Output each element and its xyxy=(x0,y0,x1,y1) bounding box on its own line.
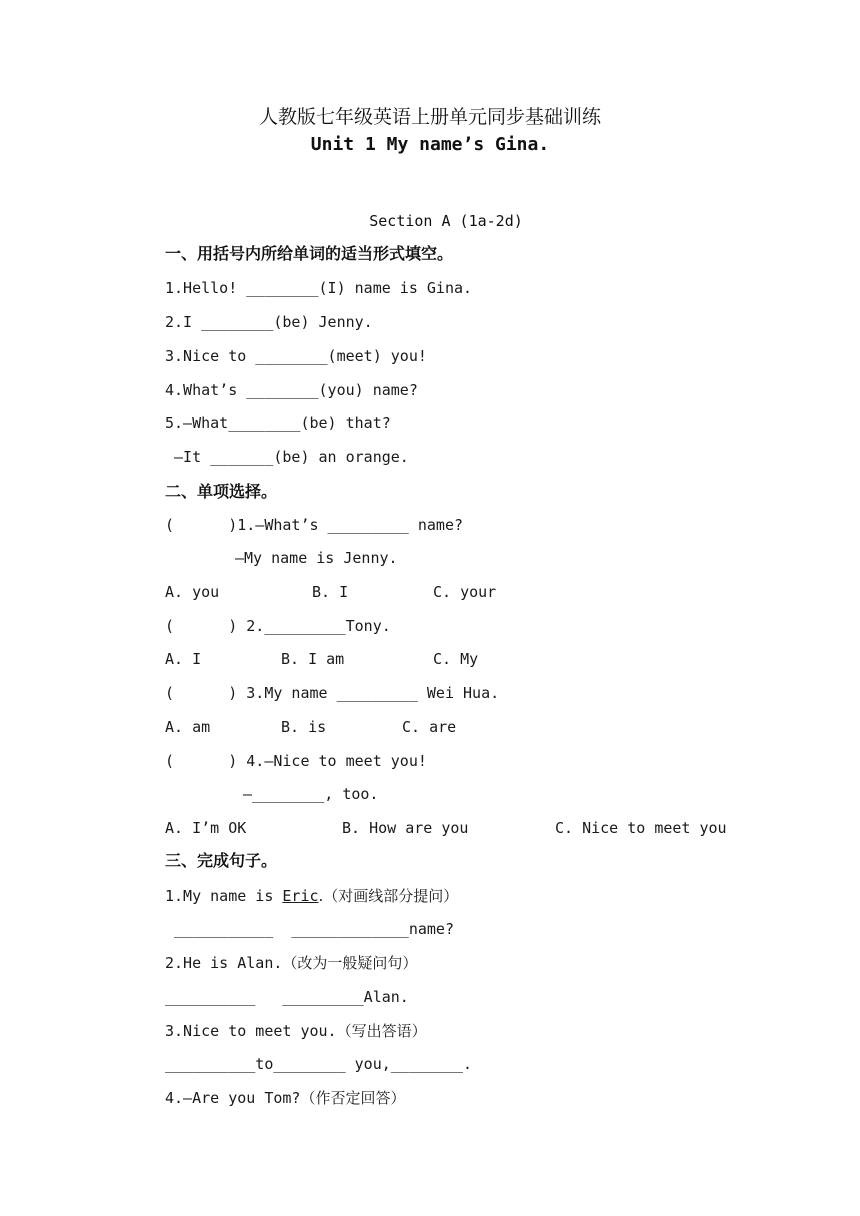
s1-answer: ___________ _____________name? xyxy=(165,920,454,938)
s1-prefix: 1.My name is xyxy=(165,887,283,905)
q4-option-b: B. How are you xyxy=(342,819,469,837)
part2-heading: 二、单项选择。 xyxy=(165,482,278,501)
q3-option-c: C. are xyxy=(402,718,457,736)
section-label: Section A (1a-2d) xyxy=(369,212,523,230)
s1-underlined-word: Eric xyxy=(282,887,319,905)
title-en: Unit 1 My name’s Gina. xyxy=(310,134,550,155)
part1-item-3: 3.Nice to ________(meet) you! xyxy=(165,347,427,365)
s2-stem: 2.He is Alan.（改为一般疑问句） xyxy=(165,954,418,972)
part1-item-5: 5.—What________(be) that? xyxy=(165,414,391,432)
part1-item-1: 1.Hello! ________(I) name is Gina. xyxy=(165,279,473,297)
s4-stem: 4.—Are you Tom?（作否定回答） xyxy=(165,1089,406,1107)
s3-answer: __________to________ you,________. xyxy=(165,1055,473,1073)
part3-heading: 三、完成句子。 xyxy=(165,851,278,870)
q4-reply: —________, too. xyxy=(243,785,379,803)
q1-option-b: B. I xyxy=(312,583,349,601)
s1-stem xyxy=(165,886,458,906)
q3-stem: ( ) 3.My name _________ Wei Hua. xyxy=(165,684,500,702)
q2-option-c: C. My xyxy=(433,650,479,668)
q1-reply: —My name is Jenny. xyxy=(235,549,398,567)
q2-option-b: B. I am xyxy=(281,650,345,668)
s1-instruction: .（对画线部分提问） xyxy=(318,887,459,905)
part1-item-4: 4.What’s ________(you) name? xyxy=(165,381,418,399)
q3-option-a: A. am xyxy=(165,718,211,736)
q4-stem: ( ) 4.—Nice to meet you! xyxy=(165,752,427,770)
q1-stem: ( )1.—What’s _________ name? xyxy=(165,516,464,534)
q4-option-c: C. Nice to meet you xyxy=(555,819,727,837)
title-cn: 人教版七年级英语上册单元同步基础训练 xyxy=(258,106,601,128)
q2-stem: ( ) 2._________Tony. xyxy=(165,617,391,635)
q3-option-b: B. is xyxy=(281,718,327,736)
q1-option-c: C. your xyxy=(433,583,497,601)
s3-stem: 3.Nice to meet you.（写出答语） xyxy=(165,1022,427,1040)
q1-option-a: A. you xyxy=(165,583,220,601)
s2-answer: __________ _________Alan. xyxy=(165,988,409,1006)
part1-heading: 一、用括号内所给单词的适当形式填空。 xyxy=(165,244,454,263)
q4-option-a: A. I’m OK xyxy=(165,819,247,837)
part1-item-5-reply: —It _______(be) an orange. xyxy=(165,448,409,466)
part1-item-2: 2.I ________(be) Jenny. xyxy=(165,313,373,331)
q2-option-a: A. I xyxy=(165,650,202,668)
